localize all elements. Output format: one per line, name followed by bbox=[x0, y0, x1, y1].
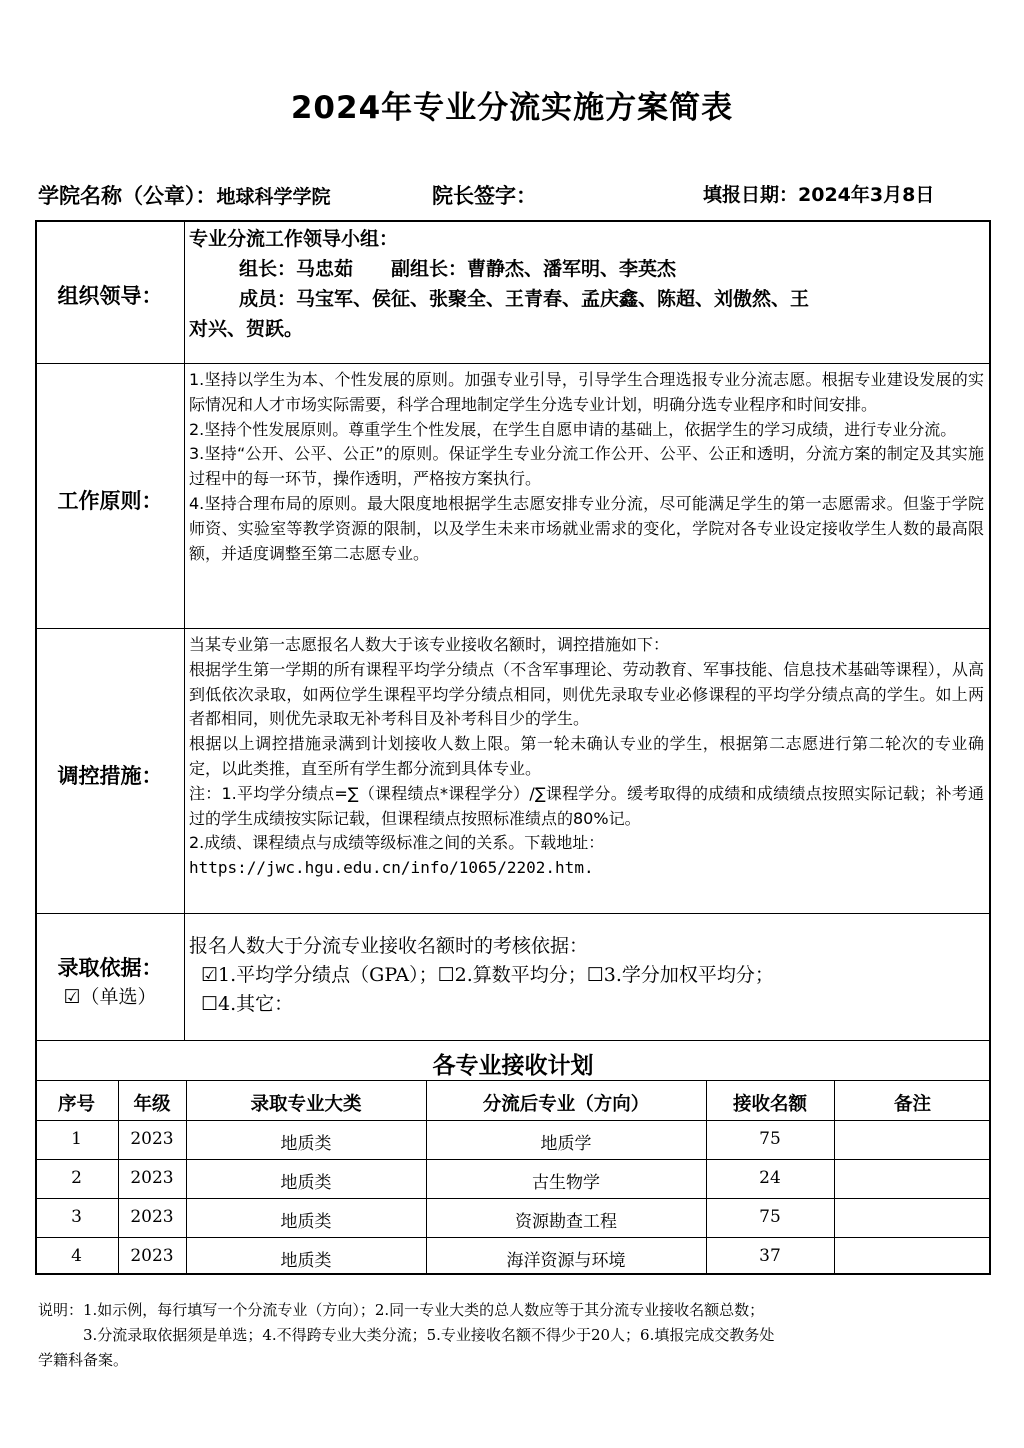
leadership-members: 成员：马宝军、侯征、张聚全、王青春、孟庆鑫、陈超、刘傲然、王 bbox=[239, 288, 810, 310]
cell-quota: 75 bbox=[759, 1129, 781, 1149]
cell-grade: 2023 bbox=[130, 1168, 174, 1188]
cell-seq: 2 bbox=[71, 1168, 82, 1188]
leadership-members-cont: 对兴、贺跃。 bbox=[189, 318, 304, 340]
cell-quota: 24 bbox=[759, 1168, 781, 1188]
plan-table-title: 各专业接收计划 bbox=[432, 1053, 594, 1079]
dean-signature-label: 院长签字： bbox=[432, 184, 537, 208]
college-name-field bbox=[38, 180, 331, 210]
principle-item: 4.坚持合理布局的原则。最大限度地根据学生志愿安排专业分流，尽可能满足学生的第一志愿需求。但鉴于学院师资、实验室等教学资源的限制，以及学生未来市场就业需求的变化，学院对各专业设定接收学生人数的最高限额，并适度调整至第二志愿专业。 bbox=[189, 493, 984, 563]
admission-options[interactable]: ☑1.平均学分绩点（GPA）；☐2.算数平均分；☐3.学分加权平均分； bbox=[201, 964, 774, 986]
admission-other-option[interactable]: ☐4.其它： bbox=[201, 993, 294, 1015]
header-major: 分流后专业（方向） bbox=[482, 1094, 650, 1115]
cell-seq: 1 bbox=[71, 1129, 82, 1149]
measure-item: 根据学生第一学期的所有课程平均学分绩点（不含军事理论、劳动教育、军事技能、信息技术基础等课程），从高到低依次录取，如两位学生课程平均学分绩点相同，则优先录取专业必修课程的平均学分绩点高的学生。如上两者都相同，则优先录取无补考科目及补考科目少的学生。 bbox=[189, 659, 984, 729]
measure-item: 根据以上调控措施录满到计划接收人数上限。第一轮未确认专业的学生，根据第二志愿进行第二轮次的专业确定，以此类推，直至所有学生都分流到具体专业。 bbox=[189, 734, 984, 778]
cell-quota: 75 bbox=[759, 1207, 781, 1227]
note-line: 说明：1.如示例，每行填写一个分流专业（方向）；2.同一专业大类的总人数应等于其分流专业接收名额总数； bbox=[38, 1301, 765, 1319]
dean-signature-field bbox=[432, 180, 537, 210]
principles-content bbox=[189, 368, 984, 566]
download-link[interactable]: https://jwc.hgu.edu.cn/info/1065/2202.htm. bbox=[189, 858, 594, 878]
report-date-label: 填报日期： bbox=[703, 184, 799, 206]
cell-category: 地质类 bbox=[280, 1134, 332, 1154]
row-divider bbox=[35, 1120, 991, 1121]
cell-quota: 37 bbox=[759, 1246, 781, 1266]
row-divider bbox=[35, 1040, 991, 1041]
row-divider bbox=[35, 1198, 991, 1199]
measure-item: 当某专业第一志愿报名人数大于该专业接收名额时，调控措施如下： bbox=[189, 635, 670, 654]
row-divider bbox=[35, 1159, 991, 1160]
header-grade: 年级 bbox=[133, 1094, 171, 1115]
cell-category: 地质类 bbox=[280, 1212, 332, 1232]
row-divider bbox=[35, 1237, 991, 1238]
leadership-heading: 专业分流工作领导小组： bbox=[189, 228, 399, 250]
row-divider bbox=[35, 913, 991, 914]
header-quota: 接收名额 bbox=[732, 1094, 807, 1115]
cell-category: 地质类 bbox=[280, 1251, 332, 1271]
label-column-divider bbox=[184, 220, 185, 1040]
admission-sublabel: ☑（单选） bbox=[63, 986, 157, 1008]
header-category: 录取专业大类 bbox=[250, 1094, 362, 1115]
note-line: 3.分流录取依据须是单选；4.不得跨专业大类分流；5.专业接收名额不得少于20人；6.填报完成交教务处 bbox=[38, 1326, 775, 1344]
note-line: 学籍科备案。 bbox=[38, 1351, 129, 1369]
measures-label: 调控措施： bbox=[57, 764, 163, 788]
page-title: 2024年专业分流实施方案简表 bbox=[290, 90, 734, 126]
measure-item: 注：1.平均学分绩点=∑（课程绩点*课程学分）/∑课程学分。缓考取得的成绩和成绩绩点按照实际记载；补考通过的学生成绩按实际记载，但课程绩点按照标准绩点的80%记。 bbox=[189, 783, 984, 828]
cell-major: 地质学 bbox=[540, 1134, 592, 1154]
row-divider bbox=[35, 1080, 991, 1081]
college-name-value: 地球科学学院 bbox=[216, 186, 331, 208]
cell-grade: 2023 bbox=[130, 1246, 174, 1266]
college-name-label: 学院名称（公章）： bbox=[38, 184, 217, 208]
admission-heading: 报名人数大于分流专业接收名额时的考核依据： bbox=[189, 935, 589, 957]
cell-major: 古生物学 bbox=[532, 1173, 600, 1193]
measure-item: 2.成绩、课程绩点与成绩等级标准之间的关系。下载地址： bbox=[189, 833, 605, 853]
leadership-content bbox=[189, 224, 984, 344]
principle-item: 3.坚持“公开、公平、公正”的原则。保证学生专业分流工作公开、公平、公正和透明，分流方案的制定及其实施过程中的每一环节，操作透明，严格按方案执行。 bbox=[189, 444, 984, 489]
leadership-label: 组织领导： bbox=[57, 284, 163, 308]
row-divider bbox=[35, 628, 991, 629]
row-divider bbox=[35, 363, 991, 364]
admission-content bbox=[189, 932, 984, 1019]
report-date-value: 2024年3月8日 bbox=[798, 184, 935, 206]
header-seq: 序号 bbox=[57, 1094, 95, 1115]
principle-item: 2.坚持个性发展原则。尊重学生个性发展，在学生自愿申请的基础上，依据学生的学习成绩，进行专业分流。 bbox=[189, 419, 957, 439]
notes bbox=[38, 1298, 988, 1373]
cell-category: 地质类 bbox=[280, 1173, 332, 1193]
cell-major: 海洋资源与环境 bbox=[506, 1251, 626, 1271]
principles-label: 工作原则： bbox=[57, 489, 163, 513]
measures-content bbox=[189, 633, 984, 881]
admission-label: 录取依据： bbox=[57, 956, 163, 980]
cell-major: 资源勘查工程 bbox=[515, 1212, 617, 1232]
cell-grade: 2023 bbox=[130, 1129, 174, 1149]
cell-seq: 4 bbox=[71, 1246, 82, 1266]
report-date-field bbox=[703, 180, 934, 207]
cell-seq: 3 bbox=[71, 1207, 82, 1227]
cell-grade: 2023 bbox=[130, 1207, 174, 1227]
principle-item: 1.坚持以学生为本、个性发展的原则。加强专业引导，引导学生合理选报专业分流志愿。根据专业建设发展的实际情况和人才市场实际需要，科学合理地制定学生分选专业计划，明确分选专业程序和时间安排。 bbox=[189, 370, 984, 414]
header-remark: 备注 bbox=[893, 1094, 931, 1115]
leadership-leaders: 组长：马忠茹 副组长：曹静杰、潘军明、李英杰 bbox=[239, 258, 677, 280]
